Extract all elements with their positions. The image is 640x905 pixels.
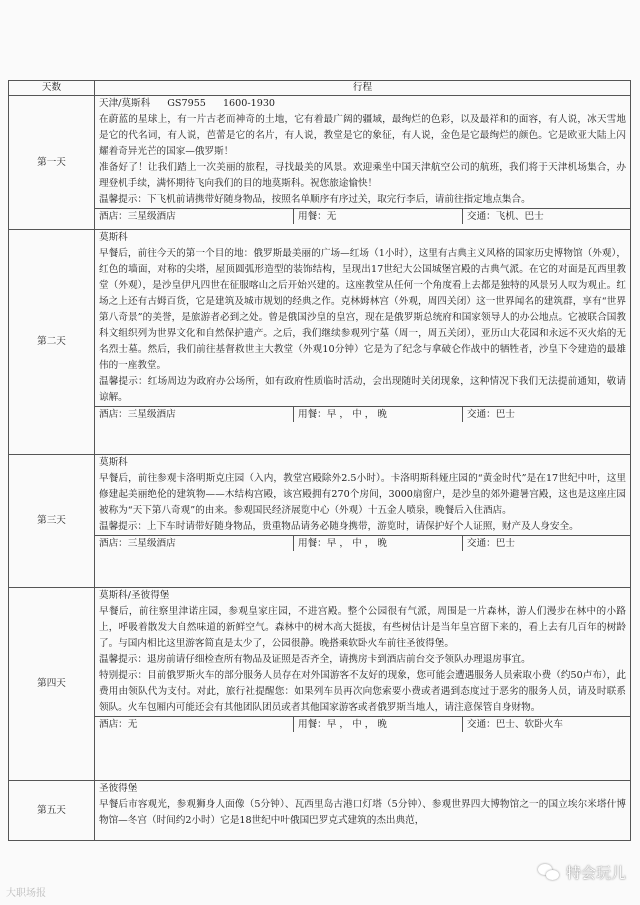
- plan-column-header: 行程: [95, 81, 631, 96]
- day-plan: [95, 781, 631, 841]
- meal-cell: 用餐：无: [293, 209, 462, 224]
- route-line: 圣彼得堡: [99, 783, 138, 794]
- route-line: 天津/莫斯科 GS7955 1600-1930: [99, 98, 276, 109]
- plan-text: 早餐后，前往今天的第一个目的地：俄罗斯最美丽的广场—红场（1小时），这里有古典主义风格的国家历史博物馆（外观），红色的墙面，对称的尖塔，屋顶圆弧形造型的装饰结构，呈现出17世纪大公国城堡宫殿的古典气派。在它的对面是瓦西里教堂（外观），是沙皇伊凡四世在征服喀山之后开始兴建的。这座教堂从任何一个角度看上去都是独特的风景另人叹为观止。红场之上还有古姆百货，它是建筑及城市规划的经典之作。克林姆林宫（外观，周四关闭）这一世界闻名的建筑群，享有“世界第八奇景”的美誉，是旅游者必到之处。曾是俄国沙皇的皇宫，现在是俄罗斯总统府和国家领导人的办公地点。它被联合国教科文组织列为世界文化和自然保护遗产。之后，我们继续参观列宁墓（周一，周五关闭），亚历山大花园和永远不灭火焰的无名烈士墓。然后，我们前往基督救世主大教堂（外观10分钟）它是为了纪念与拿破仑作战中的牺牲者，沙皇下令建造的最雄伟的一座教堂。: [99, 248, 626, 371]
- meta-row: [95, 406, 630, 422]
- tip-text: 温馨提示：上下车时请带好随身物品，贵重物品请务必随身携带，游览时，请保护好个人证照，财产及人身安全。: [99, 521, 579, 532]
- day-row: [9, 781, 631, 841]
- day-plan: [95, 96, 631, 230]
- day-plan: [95, 230, 631, 455]
- hotel-cell: 酒店：三星级酒店: [99, 211, 176, 222]
- table-header-row: [9, 81, 631, 96]
- watermark-right: [538, 862, 626, 883]
- day-plan: [95, 588, 631, 781]
- transport-cell: 交通：巴士: [462, 407, 630, 422]
- day-row: [9, 230, 631, 455]
- plan-text: 早餐后，前往参观卡洛明斯克庄园（入内，教堂宫殿除外2.5小时）。卡洛明斯科娅庄园的“黄金时代”是在17世纪中叶，这里修建起美丽绝伦的建筑物——木结构宫殿，该宫殿拥有270个房间，3000扇窗户，是沙皇的郊外避暑宫殿，这也是这座庄园被称为“天下第八奇观”的由来。参观国民经济展览中心（外观）十五金人喷泉，晚餐后入住酒店。: [99, 473, 626, 516]
- day-label: 第三天: [9, 455, 95, 588]
- meta-row: [95, 535, 630, 551]
- plan-text: 在蔚蓝的星球上，有一片古老而神奇的土地，它有着最广阔的疆域，最绚烂的色彩，以及最祥和的面容，有人说，冰天雪地是它的代名词，有人说，芭蕾是它的名片，有人说，教堂是它的象征，有人说，金色是它最绚烂的颜色。它是欧亚大陆上闪耀着奇异光芒的国家—俄罗斯！: [99, 114, 626, 157]
- day-column-header: 天数: [9, 81, 95, 96]
- meal-cell: 用餐：早 ， 中 ， 晚: [293, 717, 462, 732]
- day-row: [9, 588, 631, 781]
- watermark-right-text: 特会玩儿: [565, 864, 626, 882]
- hotel-cell: 酒店：三星级酒店: [99, 409, 176, 420]
- transport-cell: 交通：巴士: [462, 536, 630, 551]
- transport-cell: 交通：巴士、软卧火车: [462, 717, 630, 732]
- day-row: [9, 96, 631, 230]
- day-plan: [95, 455, 631, 588]
- route-line: 莫斯科/圣彼得堡: [99, 590, 170, 601]
- tip-text: 温馨提示：下飞机前请携带好随身物品，按照名单顺序有序过关，取完行李后，请前往指定地点集合。: [99, 194, 531, 205]
- day-label: 第四天: [9, 588, 95, 781]
- special-tip-text: 特别提示：目前俄罗斯火车的部分服务人员存在对外国游客不友好的现象，您可能会遭遇服务人员索取小费（约50卢布），此费用由领队代为支付。对此，旅行社提醒您：如果列车员再次向您索要小费或者遇到态度过于恶劣的服务人员，请及时联系领队。火车包厢内可能还会有其他团队团员或者其他国家游客或者俄罗斯当地人，请注意保管自身财物。: [99, 670, 626, 713]
- plan-text: 早餐后，前往察里津诺庄园，参观皇家庄园，不进宫殿。整个公园很有气派，周围是一片森林，游人们漫步在林中的小路上，呼吸着散发大自然味道的新鲜空气。森林中的树木高大挺拔，有些树估计是当年皇宫留下来的，看上去有几百年的树龄了。与国内相比这里游客简直是太少了，公园很静。晚搭乘软卧火车前往圣彼得堡。: [99, 606, 626, 649]
- tip-text: 温馨提示：红场周边为政府办公场所，如有政府性质临时活动，会出现随时关闭现象，这种情况下我们无法提前通知，敬请谅解。: [99, 376, 626, 403]
- itinerary-table: [8, 80, 631, 841]
- plan-text-2: 准备好了！让我们踏上一次美丽的旅程，寻找最美的风景。欢迎乘坐中国天津航空公司的航班，我们将于天津机场集合，办理登机手续，满怀期待飞向我们的目的地莫斯科。祝您旅途愉快！: [99, 162, 626, 189]
- wechat-icon: [538, 864, 560, 882]
- route-line: 莫斯科: [99, 457, 128, 468]
- day-label: 第一天: [9, 96, 95, 230]
- itinerary-sheet: [8, 80, 630, 841]
- meal-cell: 用餐：早 ， 中 ， 晚: [293, 536, 462, 551]
- watermark-left: 大职场报: [6, 888, 46, 899]
- meta-row: [95, 208, 630, 224]
- day-row: [9, 455, 631, 588]
- plan-text: 早餐后市容观光，参观狮身人面像（5分钟）、瓦西里岛古港口灯塔（5分钟）、参观世界四大博物馆之一的国立埃尔米塔什博物馆—冬宫（时间约2小时）它是18世纪中叶俄国巴罗克式建筑的杰出典范，: [99, 799, 626, 826]
- meal-cell: 用餐：早 ， 中 ， 晚: [293, 407, 462, 422]
- hotel-cell: 酒店：三星级酒店: [99, 538, 176, 549]
- tip-text: 温馨提示：退房前请仔细检查所有物品及证照是否齐全，请携房卡到酒店前台交予领队办理退房事宜。: [99, 654, 531, 665]
- day-label: 第二天: [9, 230, 95, 455]
- route-line: 莫斯科: [99, 232, 128, 243]
- day-label: 第五天: [9, 781, 95, 841]
- hotel-cell: 酒店：无: [99, 719, 138, 730]
- transport-cell: 交通：飞机、巴士: [462, 209, 630, 224]
- meta-row: [95, 716, 630, 732]
